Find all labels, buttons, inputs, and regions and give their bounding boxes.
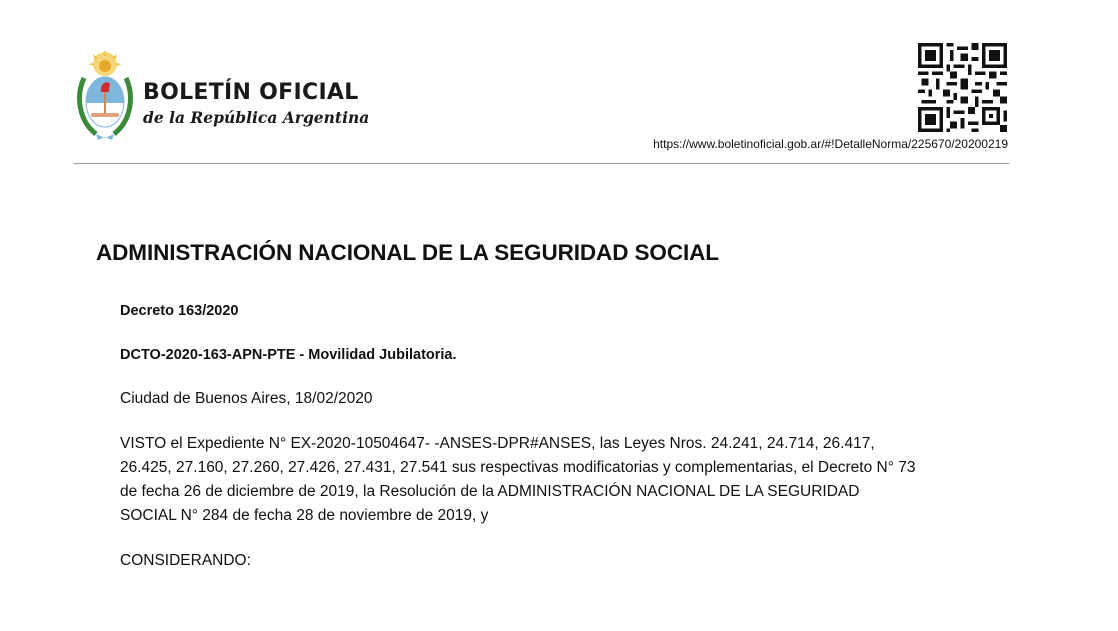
- organization-title: ADMINISTRACIÓN NACIONAL DE LA SEGURIDAD SOCIAL: [96, 240, 719, 265]
- argentina-coat-of-arms-icon: [76, 50, 134, 142]
- brand-title: BOLETÍN OFICIAL: [143, 80, 359, 105]
- visto-line: VISTO el Expediente N° EX-2020-10504647- -ANSES-DPR#ANSES, las Leyes Nros. 24.241, 24.714, 26.417,: [120, 435, 875, 452]
- considerando-heading: CONSIDERANDO:: [120, 552, 251, 569]
- document-header: [0, 0, 1118, 170]
- qr-code-icon: [918, 43, 1007, 132]
- visto-paragraph: [120, 432, 915, 528]
- visto-line: 26.425, 27.160, 27.260, 27.426, 27.431, 27.541 sus respectivas modificatorias y complementarias, el Decreto N° 73: [120, 459, 916, 476]
- decree-reference: DCTO-2020-163-APN-PTE - Movilidad Jubilatoria.: [120, 347, 457, 363]
- visto-line: de fecha 26 de diciembre de 2019, la Resolución de la ADMINISTRACIÓN NACIONAL DE LA SEGURIDAD: [120, 483, 860, 500]
- header-separator: [74, 163, 1009, 164]
- document-url[interactable]: https://www.boletinoficial.gob.ar/#!DetalleNorma/225670/20200219: [653, 137, 1008, 151]
- brand-subtitle: de la República Argentina: [143, 108, 370, 127]
- visto-line: SOCIAL N° 284 de fecha 28 de noviembre de 2019, y: [120, 507, 489, 524]
- city-date: Ciudad de Buenos Aires, 18/02/2020: [120, 390, 373, 407]
- decree-number: Decreto 163/2020: [120, 303, 239, 319]
